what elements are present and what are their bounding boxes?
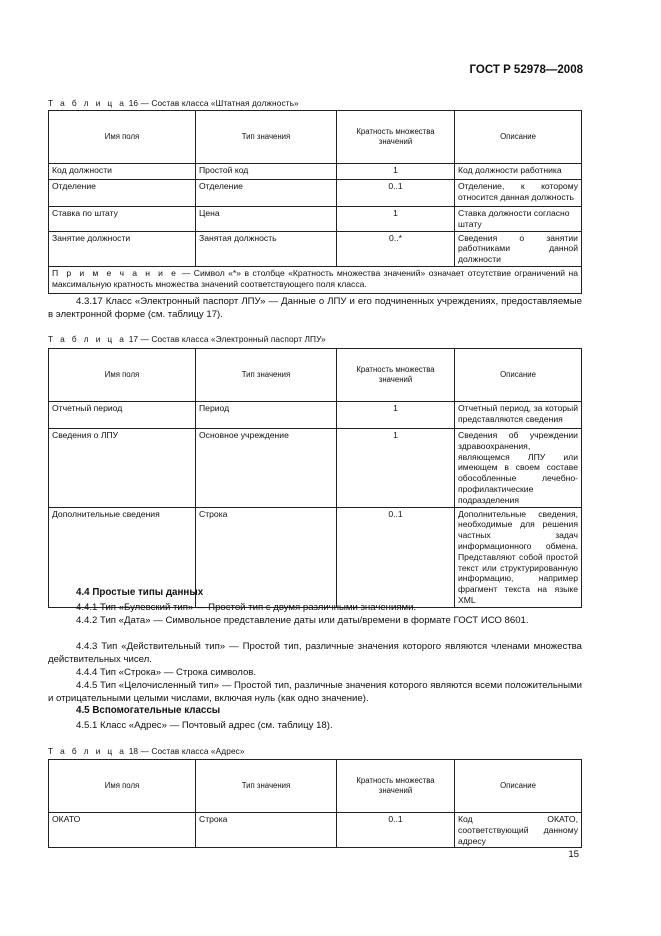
table-row bbox=[49, 231, 582, 266]
table-row bbox=[49, 429, 582, 508]
caption-text: 16 — Состав класса «Штатная должность» bbox=[126, 98, 299, 108]
cell: Отделение bbox=[49, 180, 196, 207]
cell: Код должности bbox=[49, 164, 196, 180]
column-header: Имя поля bbox=[49, 349, 196, 402]
cell: Занятая должность bbox=[196, 231, 337, 266]
table-header-row bbox=[49, 349, 582, 402]
table-row bbox=[49, 207, 582, 232]
cell: 0..* bbox=[337, 231, 455, 266]
cell: Сведения о занятии работниками данной должности bbox=[455, 231, 582, 266]
column-header: Кратность множества значений bbox=[337, 111, 455, 164]
cell: Дополнительные сведения bbox=[49, 507, 196, 607]
column-header: Имя поля bbox=[49, 111, 196, 164]
caption-label: Т а б л и ц а bbox=[48, 98, 127, 108]
cell: Код должности работника bbox=[455, 164, 582, 180]
table-row bbox=[49, 180, 582, 207]
table-16 bbox=[48, 110, 582, 294]
cell: 1 bbox=[337, 207, 455, 232]
paragraph-4-4-5: 4.4.5 Тип «Целочисленный тип» — Простой тип, различные значения которого являются всеми положительными и отрицательными целыми числами, включая нуль (как одно значение). bbox=[48, 680, 582, 705]
paragraph-4-5-1: 4.5.1 Класс «Адрес» — Почтовый адрес (см. таблицу 18). bbox=[76, 720, 333, 731]
cell: Ставка должности согласно штату bbox=[455, 207, 582, 232]
note-label: П р и м е ч а н и е bbox=[52, 267, 179, 278]
caption-text: 17 — Состав класса «Электронный паспорт ЛПУ» bbox=[126, 334, 326, 344]
table-17-caption bbox=[48, 334, 326, 344]
caption-text: 18 — Состав класса «Адрес» bbox=[126, 746, 245, 756]
column-header: Имя поля bbox=[49, 760, 196, 813]
cell: Простой код bbox=[196, 164, 337, 180]
page-number: 15 bbox=[568, 849, 579, 860]
table-16-caption bbox=[48, 98, 299, 108]
paragraph-4-4-3: 4.4.3 Тип «Действительный тип» — Простой тип, различные значения которого являются членами множества действительных чисел. bbox=[48, 641, 582, 666]
column-header: Описание bbox=[455, 349, 582, 402]
cell: Отчетный период, за который представляются сведения bbox=[455, 402, 582, 429]
paragraph-4-3-17: 4.3.17 Класс «Электронный паспорт ЛПУ» — Данные о ЛПУ и его подчиненных учреждениях, предоставляемые в электронной форме (см. таблицу 17). bbox=[48, 296, 582, 321]
column-header: Тип значения bbox=[196, 349, 337, 402]
table-row bbox=[49, 402, 582, 429]
cell: 1 bbox=[337, 429, 455, 508]
table-17 bbox=[48, 348, 582, 608]
cell: Отчетный период bbox=[49, 402, 196, 429]
column-header: Тип значения bbox=[196, 111, 337, 164]
section-4-5-title: 4.5 Вспомогательные классы bbox=[76, 705, 221, 716]
cell: Период bbox=[196, 402, 337, 429]
cell: Сведения о ЛПУ bbox=[49, 429, 196, 508]
section-4-4-title: 4.4 Простые типы данных bbox=[76, 587, 204, 598]
table-18 bbox=[48, 759, 582, 848]
cell: Код ОКАТО, соответствующий данному адресу bbox=[455, 813, 582, 848]
column-header: Описание bbox=[455, 760, 582, 813]
cell: 0..1 bbox=[337, 180, 455, 207]
cell: 1 bbox=[337, 164, 455, 180]
table-18-caption bbox=[48, 746, 245, 756]
cell: Дополнительные сведения, необходимые для решения частных задач информационного обмена. Представляют собой простой текст или структурированную информацию, например фрагмент текста на языке XML bbox=[455, 507, 582, 607]
cell: ОКАТО bbox=[49, 813, 196, 848]
cell: Строка bbox=[196, 507, 337, 607]
table-row bbox=[49, 164, 582, 180]
table-row bbox=[49, 813, 582, 848]
caption-label: Т а б л и ц а bbox=[48, 334, 127, 344]
cell: Занятие должности bbox=[49, 231, 196, 266]
note-text: — Символ «*» в столбце «Кратность множества значений» означает отсутствие ограничений на максимальную кратность множества значений соответствующего поля класса. bbox=[52, 267, 578, 289]
cell: Отделение bbox=[196, 180, 337, 207]
cell: Строка bbox=[196, 813, 337, 848]
cell: Цена bbox=[196, 207, 337, 232]
table-header-row bbox=[49, 760, 582, 813]
caption-label: Т а б л и ц а bbox=[48, 746, 127, 756]
column-header: Кратность множества значений bbox=[337, 349, 455, 402]
paragraph-4-4-1: 4.4.1 Тип «Булевский тип» — Простой тип с двумя различными значениями. bbox=[76, 602, 417, 613]
cell: Основное учреждение bbox=[196, 429, 337, 508]
cell: 0..1 bbox=[337, 813, 455, 848]
column-header: Кратность множества значений bbox=[337, 760, 455, 813]
cell: Ставка по штату bbox=[49, 207, 196, 232]
table-header-row bbox=[49, 111, 582, 164]
document-header: ГОСТ Р 52978—2008 bbox=[469, 64, 583, 76]
column-header: Тип значения bbox=[196, 760, 337, 813]
paragraph-4-4-4: 4.4.4 Тип «Строка» — Строка символов. bbox=[76, 667, 257, 678]
paragraph-4-4-2: 4.4.2 Тип «Дата» — Символьное представление даты или даты/времени в формате ГОСТ ИСО 8601. bbox=[76, 615, 529, 626]
cell: 1 bbox=[337, 402, 455, 429]
table-note-row bbox=[49, 266, 582, 293]
table-note bbox=[49, 266, 582, 293]
cell: Отделение, к которому относится данная должность bbox=[455, 180, 582, 207]
cell: Сведения об учреждении здравоохранения, являющемся ЛПУ или имеющем в своем составе обособленные лечебно-профилактические подразделения bbox=[455, 429, 582, 508]
cell: 0..1 bbox=[337, 507, 455, 607]
column-header: Описание bbox=[455, 111, 582, 164]
